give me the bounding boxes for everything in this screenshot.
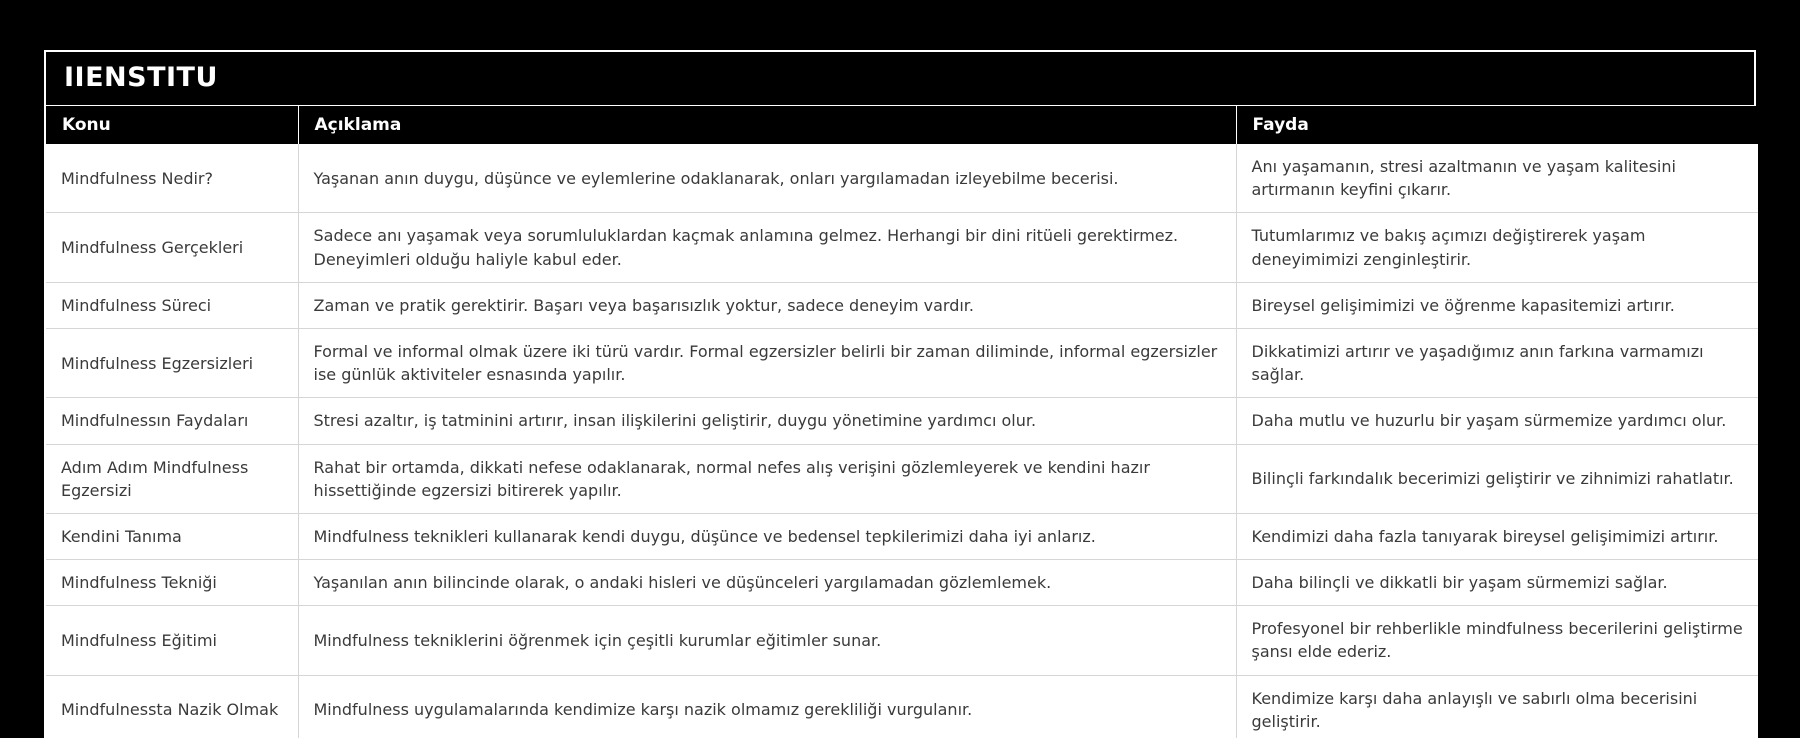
cell-konu: Mindfulness Gerçekleri — [46, 213, 298, 282]
cell-aciklama: Rahat bir ortamda, dikkati nefese odaklanarak, normal nefes alış verişini gözlemleyerek ve kendini hazır hissettiğinde egzersizi bitirerek yapılır. — [298, 444, 1236, 513]
page-title: IIENSTITU — [46, 52, 1754, 106]
cell-aciklama: Yaşanan anın duygu, düşünce ve eylemlerine odaklanarak, onları yargılamadan izleyebilme becerisi. — [298, 144, 1236, 213]
table-row — [46, 560, 1758, 606]
cell-konu: Mindfulness Eğitimi — [46, 606, 298, 675]
cell-aciklama: Mindfulness teknikleri kullanarak kendi duygu, düşünce ve bedensel tepkilerimizi daha iyi anlarız. — [298, 513, 1236, 559]
cell-aciklama: Zaman ve pratik gerektirir. Başarı veya başarısızlık yoktur, sadece deneyim vardır. — [298, 282, 1236, 328]
table-row — [46, 675, 1758, 738]
cell-aciklama: Formal ve informal olmak üzere iki türü vardır. Formal egzersizler belirli bir zaman diliminde, informal egzersizler ise günlük aktiviteler esnasında yapılır. — [298, 328, 1236, 397]
table-row — [46, 606, 1758, 675]
table-body — [46, 144, 1758, 738]
cell-fayda: Dikkatimizi artırır ve yaşadığımız anın farkına varmamızı sağlar. — [1236, 328, 1758, 397]
cell-fayda: Anı yaşamanın, stresi azaltmanın ve yaşam kalitesini artırmanın keyfini çıkarır. — [1236, 144, 1758, 213]
cell-konu: Mindfulness Tekniği — [46, 560, 298, 606]
cell-fayda: Daha bilinçli ve dikkatli bir yaşam sürmemizi sağlar. — [1236, 560, 1758, 606]
cell-konu: Mindfulness Egzersizleri — [46, 328, 298, 397]
table-row — [46, 213, 1758, 282]
cell-fayda: Bilinçli farkındalık becerimizi geliştirir ve zihnimizi rahatlatır. — [1236, 444, 1758, 513]
cell-aciklama: Yaşanılan anın bilincinde olarak, o andaki hisleri ve düşünceleri yargılamadan gözlemlemek. — [298, 560, 1236, 606]
cell-konu: Mindfulnessta Nazik Olmak — [46, 675, 298, 738]
table-row — [46, 398, 1758, 444]
column-header-aciklama: Açıklama — [298, 106, 1236, 144]
content-table-frame — [44, 50, 1756, 738]
cell-konu: Mindfulnessın Faydaları — [46, 398, 298, 444]
cell-aciklama: Sadece anı yaşamak veya sorumluluklardan kaçmak anlamına gelmez. Herhangi bir dini ritüeli gerektirmez. Deneyimleri olduğu haliyle kabul eder. — [298, 213, 1236, 282]
table-row — [46, 328, 1758, 397]
cell-fayda: Bireysel gelişimimizi ve öğrenme kapasitemizi artırır. — [1236, 282, 1758, 328]
mindfulness-table — [46, 106, 1758, 738]
cell-fayda: Kendimizi daha fazla tanıyarak bireysel gelişimimizi artırır. — [1236, 513, 1758, 559]
column-header-konu: Konu — [46, 106, 298, 144]
column-header-fayda: Fayda — [1236, 106, 1758, 144]
table-row — [46, 513, 1758, 559]
table-row — [46, 444, 1758, 513]
table-header-row — [46, 106, 1758, 144]
cell-fayda: Profesyonel bir rehberlikle mindfulness becerilerini geliştirme şansı elde ederiz. — [1236, 606, 1758, 675]
cell-konu: Mindfulness Süreci — [46, 282, 298, 328]
cell-fayda: Kendimize karşı daha anlayışlı ve sabırlı olma becerisini geliştirir. — [1236, 675, 1758, 738]
cell-aciklama: Mindfulness tekniklerini öğrenmek için çeşitli kurumlar eğitimler sunar. — [298, 606, 1236, 675]
cell-fayda: Tutumlarımız ve bakış açımızı değiştirerek yaşam deneyimimizi zenginleştirir. — [1236, 213, 1758, 282]
cell-konu: Adım Adım Mindfulness Egzersizi — [46, 444, 298, 513]
table-row — [46, 282, 1758, 328]
cell-aciklama: Mindfulness uygulamalarında kendimize karşı nazik olmamız gerekliliği vurgulanır. — [298, 675, 1236, 738]
cell-konu: Mindfulness Nedir? — [46, 144, 298, 213]
cell-aciklama: Stresi azaltır, iş tatminini artırır, insan ilişkilerini geliştirir, duygu yönetimine yardımcı olur. — [298, 398, 1236, 444]
cell-fayda: Daha mutlu ve huzurlu bir yaşam sürmemize yardımcı olur. — [1236, 398, 1758, 444]
cell-konu: Kendini Tanıma — [46, 513, 298, 559]
table-row — [46, 144, 1758, 213]
